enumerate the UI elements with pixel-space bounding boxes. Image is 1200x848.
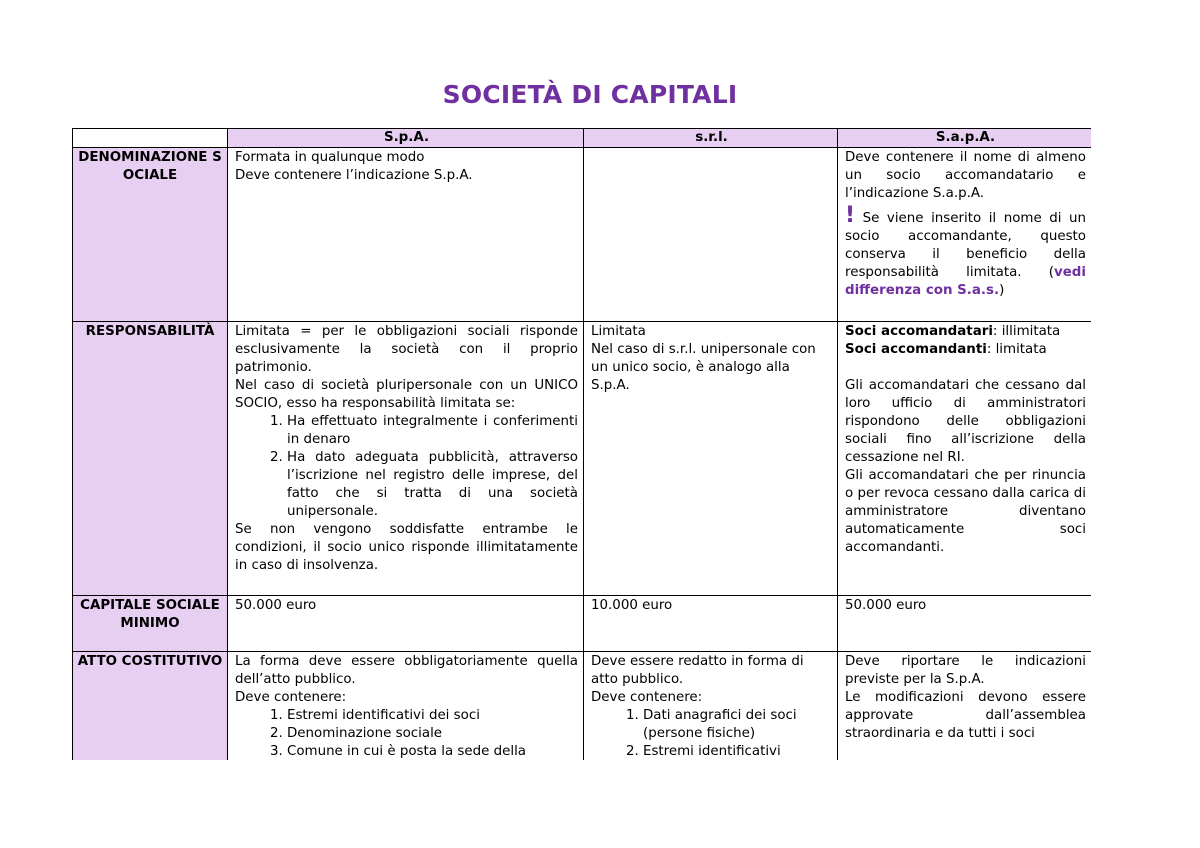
comparison-table	[72, 128, 1091, 760]
text-line: Deve contenere l’indicazione S.p.A.	[235, 168, 473, 183]
cell-atto-sapa	[838, 652, 1092, 761]
header-row	[73, 129, 1092, 148]
text-line: Formata in qualunque modo	[235, 150, 425, 165]
text-paragraph: Nel caso di società pluripersonale con un UNICO SOCIO, esso ha responsabilità limitata se:	[235, 378, 578, 411]
cell-atto-srl	[584, 652, 838, 761]
contents-list	[591, 707, 832, 760]
list-item: 1. Dati anagrafici dei soci (persone fisiche)	[643, 707, 832, 743]
row-atto	[73, 652, 1092, 761]
cell-capitale-spa: 50.000 euro	[228, 596, 584, 652]
cell-atto-spa	[228, 652, 584, 761]
text-paragraph: Limitata = per le obbligazioni sociali risponde esclusivamente la società con il proprio patrimonio.	[235, 324, 578, 375]
text-paragraph: Se non vengono soddisfatte entrambe le condizioni, il socio unico risponde illimitatamente in caso di insolvenza.	[235, 522, 578, 573]
text-paragraph: Se viene inserito il nome di un socio accomandante, questo conserva il beneficio della responsabilità limitata. (	[845, 211, 1086, 280]
text-fragment: )	[999, 283, 1005, 298]
header-srl: s.r.l.	[584, 129, 838, 148]
comparison-table-wrapper	[72, 128, 1091, 760]
text-paragraph: Le modificazioni devono essere approvate dall’assemblea straordinaria e da tutti i soci	[845, 690, 1086, 741]
header-spa: S.p.A.	[228, 129, 584, 148]
text-line: Deve contenere:	[235, 690, 347, 705]
cell-capitale-srl: 10.000 euro	[584, 596, 838, 652]
soci-accomandanti-value: : limitata	[986, 342, 1047, 357]
text-paragraph: Deve contenere il nome di almeno un socio accomandatario e l’indicazione S.a.p.A.	[845, 150, 1086, 201]
cross-reference-link[interactable]: vedi differenza con S.a.s.	[845, 265, 1086, 298]
text-paragraph: Nel caso di s.r.l. unipersonale con un unico socio, è analogo alla S.p.A.	[591, 342, 816, 393]
rowhead-atto: ATTO COSTITUTIVO	[73, 652, 228, 761]
rowhead-denominazione: DENOMINAZIONE SOCIALE	[73, 148, 228, 322]
list-item: 2. Estremi identificativi	[643, 743, 832, 760]
cell-responsabilita-sapa	[838, 322, 1092, 596]
row-denominazione	[73, 148, 1092, 322]
list-item: 1. Ha effettuato integralmente i conferimenti in denaro	[287, 413, 578, 449]
cell-denominazione-sapa	[838, 148, 1092, 322]
cell-responsabilita-srl	[584, 322, 838, 596]
list-item: 1. Estremi identificativi dei soci	[287, 707, 578, 725]
rowhead-capitale: CAPITALE SOCIALE MINIMO	[73, 596, 228, 652]
row-responsabilita	[73, 322, 1092, 596]
page-title: SOCIETÀ DI CAPITALI	[442, 80, 738, 109]
list-item: 2. Denominazione sociale	[287, 725, 578, 743]
text-paragraph: Gli accomandatari che per rinuncia o per revoca cessano dalla carica di amministratore diventano automaticamente soci accomandanti.	[845, 468, 1086, 555]
cell-denominazione-spa	[228, 148, 584, 322]
text-paragraph: Deve riportare le indicazioni previste per la S.p.A.	[845, 654, 1086, 687]
soci-accomandanti-label: Soci accomandanti	[845, 342, 987, 357]
cell-denominazione-srl	[584, 148, 838, 322]
contents-list	[235, 707, 578, 760]
text-paragraph: Deve essere redatto in forma di atto pubblico.	[591, 654, 804, 687]
row-capitale	[73, 596, 1092, 652]
text-line: Deve contenere:	[591, 690, 703, 705]
list-item: 2. Ha dato adeguata pubblicità, attraverso l’iscrizione nel registro delle imprese, del fatto che si tratta di una società unipersonale.	[287, 449, 578, 521]
cell-responsabilita-spa	[228, 322, 584, 596]
text-line: Limitata	[591, 324, 646, 339]
soci-accomandatari-label: Soci accomandatari	[845, 324, 993, 339]
header-sapa: S.a.p.A.	[838, 129, 1092, 148]
header-corner	[73, 129, 228, 148]
conditions-list	[235, 413, 578, 521]
list-item: 3. Comune in cui è posta la sede della	[287, 743, 578, 760]
soci-accomandatari-value: : illimitata	[992, 324, 1061, 339]
text-paragraph: La forma deve essere obbligatoriamente quella dell’atto pubblico.	[235, 654, 578, 687]
rowhead-responsabilita: RESPONSABILITÀ	[73, 322, 228, 596]
exclamation-icon: !	[845, 203, 856, 228]
cell-capitale-sapa: 50.000 euro	[838, 596, 1092, 652]
text-paragraph: Gli accomandatari che cessano dal loro ufficio di amministratori rispondono delle obbligazioni sociali fino all’iscrizione della cessazione nel RI.	[845, 378, 1086, 465]
